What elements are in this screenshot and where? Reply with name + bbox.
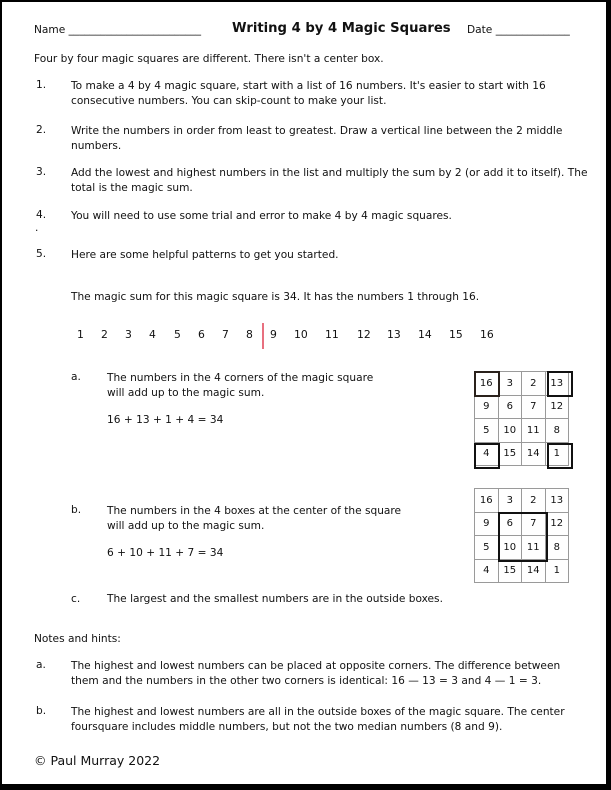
number-line-item: 6 [198, 328, 205, 341]
grid-cell: 8 [545, 419, 569, 443]
grid-cell: 7 [522, 395, 546, 419]
grid-cell: 14 [522, 442, 546, 466]
grid-cell: 2 [522, 372, 546, 396]
grid-cell: 12 [545, 395, 569, 419]
grid-cell: 6 [498, 512, 522, 536]
note-text: The highest and lowest numbers are all in the outside boxes of the magic square. The center foursquare includes middle numbers, but not the two median numbers (8 and 9). [71, 706, 565, 733]
pattern-text-line: will add up to the magic sum. [107, 387, 265, 399]
grid-row [475, 559, 569, 583]
number-line-item: 1 [77, 328, 84, 341]
grid-cell: 10 [498, 536, 522, 560]
pattern-label: c. [71, 593, 81, 605]
number-line-item: 13 [387, 328, 401, 341]
pattern-label: b. [71, 504, 82, 516]
grid-cell: 15 [498, 442, 522, 466]
note-label: b. [36, 705, 47, 717]
pattern-text [107, 504, 401, 534]
step-text: Add the lowest and highest numbers in the list and multiply the sum by 2 (or add it to itself). The total is the magic sum. [71, 167, 588, 194]
pattern-label: a. [71, 371, 81, 383]
median-divider-line [262, 323, 264, 349]
number-line-item: 15 [449, 328, 463, 341]
grid-row [475, 395, 569, 419]
grid-row [475, 419, 569, 443]
number-line-item: 5 [174, 328, 181, 341]
pattern-text-line: The numbers in the 4 corners of the magic square [107, 372, 374, 384]
step-number: 3. [36, 166, 47, 178]
note-label: a. [36, 659, 46, 671]
step-text: You will need to use some trial and error to make 4 by 4 magic squares. [71, 210, 452, 222]
notes-heading: Notes and hints: [34, 633, 121, 645]
number-line-item: 2 [101, 328, 108, 341]
grid-cell: 3 [498, 489, 522, 513]
pattern-equation: 6 + 10 + 11 + 7 = 34 [107, 547, 224, 559]
intro-text: Four by four magic squares are different. There isn't a center box. [34, 53, 384, 65]
grid-cell: 9 [475, 512, 499, 536]
page-title: Writing 4 by 4 Magic Squares [232, 21, 451, 36]
date-field-label: Date ______________ [467, 24, 570, 36]
center-highlight [498, 512, 548, 562]
corner-highlight [474, 371, 500, 397]
name-field-label: Name _________________________ [34, 24, 202, 36]
number-line-item: 7 [222, 328, 229, 341]
grid-cell: 5 [475, 419, 499, 443]
grid-cell: 1 [545, 442, 569, 466]
grid-cell: 9 [475, 395, 499, 419]
corner-highlight [474, 443, 500, 469]
magic-sum-sentence: The magic sum for this magic square is 34. It has the numbers 1 through 16. [71, 291, 480, 303]
step-text: To make a 4 by 4 magic square, start with a list of 16 numbers. It's easier to start with 16 consecutive numbers. You can skip-count to make your list. [71, 80, 546, 107]
grid-cell: 15 [498, 559, 522, 583]
number-line-item: 14 [418, 328, 432, 341]
number-line-item: 4 [149, 328, 156, 341]
number-line-item: 3 [125, 328, 132, 341]
pattern-text-line: will add up to the magic sum. [107, 520, 265, 532]
grid-row [475, 489, 569, 513]
number-line-item: 8 [246, 328, 253, 341]
pattern-equation: 16 + 13 + 1 + 4 = 34 [107, 414, 224, 426]
note-text: The highest and lowest numbers can be placed at opposite corners. The difference between them and the numbers in the other two corners is identical: 16 — 13 = 3 and 4 — 1 = 3. [71, 660, 561, 687]
grid-cell: 4 [475, 442, 499, 466]
step-number: 2. [36, 124, 47, 136]
grid-cell: 11 [522, 536, 546, 560]
grid-cell: 12 [545, 512, 569, 536]
grid-cell: 13 [545, 489, 569, 513]
step-number: 5. [36, 248, 47, 260]
grid-cell: 2 [522, 489, 546, 513]
grid-cell: 6 [498, 395, 522, 419]
grid-cell: 1 [545, 559, 569, 583]
stray-dot: . [35, 222, 39, 234]
grid-cell: 13 [545, 372, 569, 396]
grid-cell: 16 [475, 372, 499, 396]
number-line-item: 9 [270, 328, 277, 341]
pattern-text-line: The numbers in the 4 boxes at the center of the square [107, 505, 402, 517]
grid-cell: 10 [498, 419, 522, 443]
step-text: Write the numbers in order from least to greatest. Draw a vertical line between the 2 middle numbers. [71, 125, 563, 152]
grid-cell: 11 [522, 419, 546, 443]
number-line-item: 12 [357, 328, 371, 341]
number-line-item: 10 [294, 328, 308, 341]
step-text: Here are some helpful patterns to get you started. [71, 249, 339, 261]
step-number: 4. [36, 209, 47, 221]
grid-cell: 14 [522, 559, 546, 583]
corner-highlight [547, 443, 573, 469]
worksheet-page [2, 2, 606, 784]
grid-cell: 16 [475, 489, 499, 513]
corner-highlight [547, 371, 573, 397]
step-number: 1. [36, 79, 47, 91]
number-line-item: 16 [480, 328, 494, 341]
grid-cell: 8 [545, 536, 569, 560]
grid-cell: 7 [522, 512, 546, 536]
number-line [2, 328, 602, 348]
number-line-item: 11 [325, 328, 339, 341]
grid-cell: 5 [475, 536, 499, 560]
grid-cell: 4 [475, 559, 499, 583]
grid-cell: 3 [498, 372, 522, 396]
pattern-text: The largest and the smallest numbers are in the outside boxes. [107, 593, 443, 605]
copyright-text: © Paul Murray 2022 [34, 753, 161, 768]
pattern-text [107, 371, 373, 401]
